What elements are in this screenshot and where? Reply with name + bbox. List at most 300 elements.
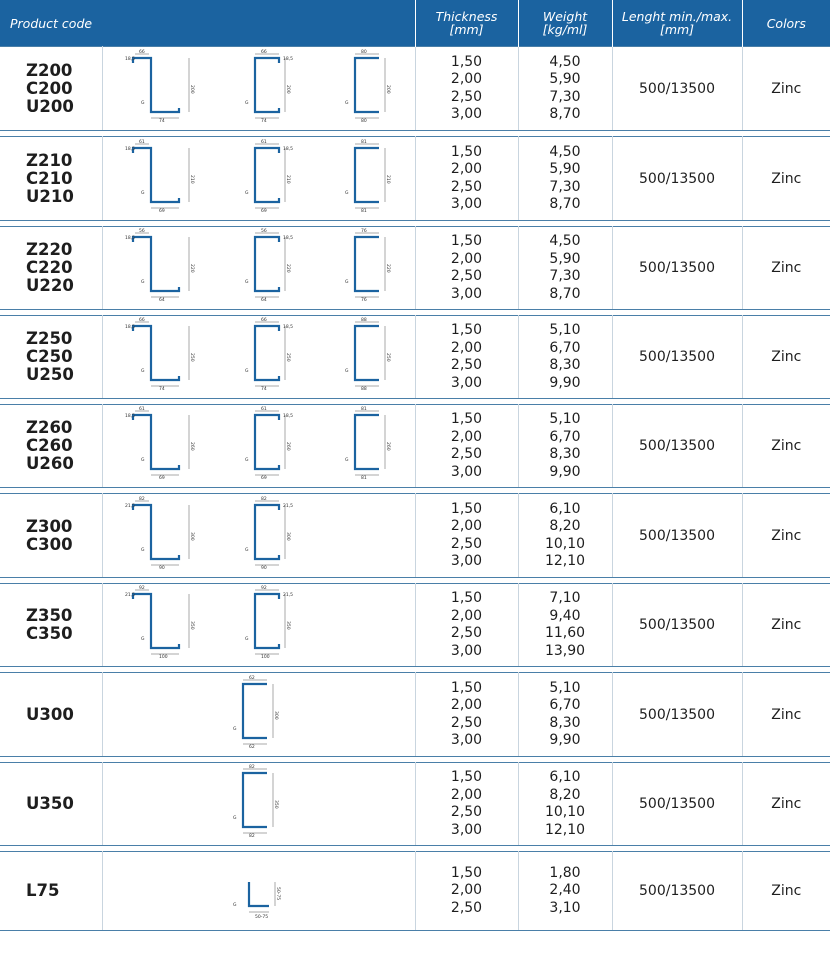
weight-value: 7,30 bbox=[549, 178, 581, 195]
profile-z-drawing bbox=[121, 586, 211, 666]
gravity-label: G bbox=[140, 547, 144, 553]
profile-outline bbox=[355, 148, 379, 202]
color-cell: Zinc bbox=[742, 405, 830, 488]
product-code: C250 bbox=[26, 347, 73, 366]
dim-bottom-label: 100 bbox=[260, 655, 270, 660]
profile-z-drawing bbox=[121, 140, 211, 220]
thickness-value: 1,50 bbox=[450, 500, 483, 517]
weight-value: 5,90 bbox=[549, 71, 581, 87]
gravity-label: G bbox=[232, 816, 236, 821]
table-row bbox=[0, 405, 830, 488]
thickness-value: 2,00 bbox=[450, 71, 483, 87]
weight-value: 6,70 bbox=[549, 697, 581, 713]
color-cell: Zinc bbox=[742, 137, 830, 221]
profile-drawings-cell bbox=[102, 763, 415, 846]
weight-value: 8,30 bbox=[549, 357, 581, 373]
product-code: U260 bbox=[26, 454, 74, 473]
dim-top-label: 92 bbox=[138, 586, 145, 591]
dim-top-label: 62 bbox=[248, 675, 255, 681]
weight-cell bbox=[518, 47, 612, 131]
product-code-cell bbox=[0, 763, 102, 846]
profile-l-drawing bbox=[213, 852, 303, 932]
weight-value: 10,10 bbox=[544, 535, 586, 552]
profile-drawings-cell bbox=[102, 584, 415, 667]
product-code: Z220 bbox=[26, 240, 73, 259]
weight-value: 7,30 bbox=[549, 88, 581, 105]
profile-outline bbox=[133, 58, 179, 112]
dim-height-label: 50-75 bbox=[274, 887, 280, 901]
profile-z-drawing bbox=[121, 497, 211, 577]
profile-outline bbox=[355, 58, 379, 112]
weight-value: 11,60 bbox=[544, 625, 586, 641]
dim-height-label: 250 bbox=[284, 353, 290, 362]
dim-lip-label: 18,5 bbox=[124, 414, 135, 419]
thickness-value: 3,00 bbox=[450, 732, 483, 748]
dim-height-label: 260 bbox=[188, 442, 194, 451]
dim-top-label: 82 bbox=[138, 496, 145, 502]
profile-c-drawing bbox=[225, 229, 315, 309]
profile-outline bbox=[249, 882, 269, 906]
thickness-value: 2,50 bbox=[450, 357, 483, 373]
dim-bottom-label: 81 bbox=[360, 208, 367, 214]
thickness-value: 3,00 bbox=[450, 821, 483, 838]
product-code-cell bbox=[0, 137, 102, 221]
dim-height-label: 200 bbox=[188, 84, 194, 94]
weight-cell bbox=[518, 316, 612, 399]
color-cell: Zinc bbox=[742, 852, 830, 931]
dim-bottom-label: 81 bbox=[360, 476, 367, 481]
dim-lip-label: 18,5 bbox=[124, 236, 135, 241]
length-cell: 500/13500 bbox=[612, 852, 742, 931]
thickness-value: 2,00 bbox=[450, 607, 483, 624]
weight-value: 8,70 bbox=[549, 285, 581, 302]
weight-value: 4,50 bbox=[549, 143, 581, 160]
product-code: U250 bbox=[26, 365, 74, 384]
dim-height-label: 220 bbox=[284, 264, 290, 273]
product-code: Z260 bbox=[26, 418, 73, 437]
thickness-value: 2,50 bbox=[450, 535, 483, 552]
profile-u-drawing bbox=[213, 765, 303, 845]
profile-c-drawing bbox=[225, 140, 315, 220]
gravity-label: G bbox=[140, 100, 144, 106]
thickness-value: 1,50 bbox=[450, 679, 483, 696]
table-row bbox=[0, 137, 830, 221]
profile-drawings-cell bbox=[102, 852, 415, 931]
profile-u-drawing bbox=[325, 50, 415, 130]
profile-outline bbox=[243, 773, 267, 827]
header-weight-unit: [kg/ml] bbox=[542, 22, 588, 37]
weight-cell bbox=[518, 852, 612, 931]
dim-top-label: 66 bbox=[138, 49, 145, 55]
table-row bbox=[0, 316, 830, 399]
dim-height-label: 200 bbox=[384, 84, 390, 94]
length-cell: 500/13500 bbox=[612, 316, 742, 399]
weight-cell bbox=[518, 227, 612, 310]
weight-value: 6,70 bbox=[549, 428, 581, 445]
dim-bottom-label: 74 bbox=[158, 387, 165, 392]
table-body bbox=[0, 47, 830, 931]
weight-cell bbox=[518, 137, 612, 221]
weight-value: 8,30 bbox=[549, 446, 581, 462]
profile-outline bbox=[133, 415, 179, 469]
profile-u-drawing bbox=[325, 318, 415, 398]
dim-lip-label: 18,5 bbox=[282, 414, 293, 419]
thickness-value: 1,50 bbox=[450, 411, 483, 427]
weight-value: 7,10 bbox=[549, 590, 581, 606]
profile-z-drawing bbox=[121, 407, 211, 487]
dim-lip-label: 21,5 bbox=[124, 593, 135, 598]
length-cell: 500/13500 bbox=[612, 227, 742, 310]
profile-z-drawing bbox=[121, 229, 211, 309]
gravity-label: G bbox=[344, 458, 348, 463]
profile-outline bbox=[255, 237, 279, 291]
profile-c-drawing bbox=[225, 50, 315, 130]
dim-top-label: 61 bbox=[260, 407, 267, 412]
profile-drawings bbox=[103, 406, 415, 487]
product-code: Z300 bbox=[26, 516, 73, 536]
product-code-cell bbox=[0, 584, 102, 667]
thickness-value: 2,50 bbox=[450, 178, 483, 195]
dim-bottom-label: 64 bbox=[260, 298, 267, 303]
profile-c-drawing bbox=[225, 407, 315, 487]
profile-drawings bbox=[103, 585, 415, 666]
table-row bbox=[0, 673, 830, 757]
dim-height-label: 300 bbox=[272, 710, 278, 720]
dim-top-label: 56 bbox=[138, 229, 145, 234]
dim-lip-label: 21,5 bbox=[124, 503, 135, 509]
profile-drawings-cell bbox=[102, 47, 415, 131]
thickness-cell bbox=[415, 316, 518, 399]
thickness-cell bbox=[415, 494, 518, 578]
dim-top-label: 56 bbox=[260, 229, 267, 234]
dim-bottom-label: 76 bbox=[360, 298, 367, 303]
gravity-label: G bbox=[344, 190, 348, 196]
weight-value: 3,10 bbox=[549, 899, 581, 916]
profile-outline bbox=[243, 684, 267, 738]
dim-height-label: 210 bbox=[284, 174, 290, 184]
thickness-cell bbox=[415, 763, 518, 846]
thickness-value: 2,00 bbox=[450, 518, 483, 534]
table-header-row bbox=[0, 0, 830, 47]
dim-height-label: 350 bbox=[188, 621, 194, 630]
profile-outline bbox=[355, 237, 379, 291]
profile-drawings-cell bbox=[102, 316, 415, 399]
color-cell: Zinc bbox=[742, 227, 830, 310]
profile-outline bbox=[355, 415, 379, 469]
dim-height-label: 220 bbox=[384, 264, 390, 273]
thickness-value: 1,50 bbox=[450, 322, 483, 338]
length-cell: 500/13500 bbox=[612, 584, 742, 667]
dim-bottom-label: 90 bbox=[260, 565, 267, 571]
dim-top-label: 80 bbox=[360, 49, 367, 55]
dim-top-label: 61 bbox=[138, 407, 145, 412]
weight-cell bbox=[518, 584, 612, 667]
product-code: Z200 bbox=[26, 60, 73, 80]
dim-lip-label: 21,5 bbox=[282, 593, 293, 598]
weight-cell bbox=[518, 763, 612, 846]
length-cell: 500/13500 bbox=[612, 494, 742, 578]
product-code: Z210 bbox=[26, 150, 73, 170]
thickness-value: 1,50 bbox=[450, 233, 483, 249]
thickness-cell bbox=[415, 852, 518, 931]
thickness-value: 3,00 bbox=[450, 106, 483, 122]
product-code: C260 bbox=[26, 436, 73, 455]
header-weight bbox=[518, 0, 612, 47]
dim-top-label: 82 bbox=[260, 496, 267, 502]
thickness-cell bbox=[415, 227, 518, 310]
dim-top-label: 88 bbox=[360, 318, 367, 323]
profile-outline bbox=[255, 326, 279, 380]
profile-outline bbox=[133, 594, 179, 648]
weight-value: 6,10 bbox=[549, 769, 581, 785]
weight-cell bbox=[518, 405, 612, 488]
product-code-cell bbox=[0, 494, 102, 578]
thickness-value: 2,00 bbox=[450, 339, 483, 356]
product-code: U300 bbox=[26, 704, 74, 724]
thickness-value: 2,50 bbox=[450, 804, 483, 820]
gravity-label: G bbox=[140, 369, 144, 374]
dim-height-label: 350 bbox=[284, 621, 290, 630]
header-product-code: Product code bbox=[0, 0, 415, 47]
gravity-label: G bbox=[140, 280, 144, 285]
profile-outline bbox=[255, 505, 279, 559]
header-colors: Colors bbox=[742, 0, 830, 47]
dim-bottom-label: 74 bbox=[260, 387, 267, 392]
thickness-value: 2,00 bbox=[450, 786, 483, 803]
weight-value: 8,20 bbox=[549, 518, 581, 534]
profile-drawings bbox=[103, 764, 415, 845]
gravity-label: G bbox=[244, 280, 248, 285]
dim-lip-label: 18,5 bbox=[282, 146, 293, 152]
dim-height-label: 300 bbox=[284, 531, 290, 541]
header-length-label: Lenght min./max. bbox=[621, 9, 733, 24]
thickness-value: 1,50 bbox=[450, 143, 483, 160]
weight-value: 6,10 bbox=[549, 500, 581, 517]
dim-height-label: 250 bbox=[384, 353, 390, 362]
profile-u-drawing bbox=[325, 140, 415, 220]
length-cell: 500/13500 bbox=[612, 673, 742, 757]
product-code: U350 bbox=[26, 794, 74, 813]
weight-value: 13,90 bbox=[544, 642, 586, 659]
table-row bbox=[0, 227, 830, 310]
weight-value: 10,10 bbox=[544, 804, 586, 820]
weight-value: 9,40 bbox=[549, 607, 581, 624]
weight-value: 2,40 bbox=[549, 882, 581, 899]
dim-bottom-label: 69 bbox=[158, 476, 165, 481]
profile-drawings-cell bbox=[102, 494, 415, 578]
dim-top-label: 66 bbox=[138, 318, 145, 323]
weight-value: 8,30 bbox=[549, 714, 581, 731]
header-thickness-label: Thickness bbox=[435, 9, 498, 24]
dim-bottom-label: 82 bbox=[248, 834, 255, 839]
dim-lip-label: 21,5 bbox=[282, 503, 293, 509]
dim-height-label: 300 bbox=[188, 531, 194, 541]
header-length-unit: [mm] bbox=[659, 22, 695, 37]
weight-value: 8,70 bbox=[549, 196, 581, 212]
profile-z-drawing bbox=[121, 318, 211, 398]
dim-height-label: 260 bbox=[284, 442, 290, 451]
gravity-label: G bbox=[244, 458, 248, 463]
thickness-value: 1,50 bbox=[450, 53, 483, 70]
dim-top-label: 61 bbox=[260, 139, 267, 145]
weight-value: 7,30 bbox=[549, 268, 581, 284]
profile-u-drawing bbox=[213, 676, 303, 756]
dim-lip-label: 18,5 bbox=[124, 146, 135, 152]
dim-height-label: 250 bbox=[188, 353, 194, 362]
table-row bbox=[0, 763, 830, 846]
weight-value: 12,10 bbox=[544, 821, 586, 838]
thickness-value: 1,50 bbox=[450, 864, 483, 881]
product-code-cell bbox=[0, 852, 102, 931]
thickness-cell bbox=[415, 584, 518, 667]
dim-lip-label: 18,5 bbox=[124, 325, 135, 330]
gravity-label: G bbox=[344, 100, 348, 106]
weight-cell bbox=[518, 494, 612, 578]
profile-u-drawing bbox=[325, 229, 415, 309]
color-cell: Zinc bbox=[742, 763, 830, 846]
product-code-cell bbox=[0, 47, 102, 131]
length-cell: 500/13500 bbox=[612, 47, 742, 131]
dim-bottom-label: 69 bbox=[260, 476, 267, 481]
dim-top-label: 92 bbox=[260, 586, 267, 591]
profile-drawings bbox=[103, 48, 415, 130]
weight-value: 9,90 bbox=[549, 732, 581, 748]
product-code-cell bbox=[0, 316, 102, 399]
profile-outline bbox=[255, 415, 279, 469]
table-row bbox=[0, 584, 830, 667]
weight-cell bbox=[518, 673, 612, 757]
thickness-value: 2,00 bbox=[450, 882, 483, 899]
dim-top-label: 61 bbox=[138, 139, 145, 145]
gravity-label: G bbox=[244, 369, 248, 374]
dim-height-label: 260 bbox=[384, 442, 390, 451]
color-cell: Zinc bbox=[742, 494, 830, 578]
thickness-value: 3,00 bbox=[450, 196, 483, 212]
thickness-value: 2,00 bbox=[450, 697, 483, 713]
header-weight-label: Weight bbox=[542, 9, 588, 24]
product-code-cell bbox=[0, 673, 102, 757]
profile-drawings bbox=[103, 317, 415, 398]
gravity-label: G bbox=[232, 903, 236, 908]
weight-value: 9,90 bbox=[549, 463, 581, 480]
gravity-label: G bbox=[232, 726, 236, 732]
product-code-cell bbox=[0, 227, 102, 310]
profile-drawings-cell bbox=[102, 137, 415, 221]
thickness-value: 2,00 bbox=[450, 161, 483, 177]
weight-value: 8,70 bbox=[549, 106, 581, 122]
header-length bbox=[612, 0, 742, 47]
profile-drawings bbox=[103, 138, 415, 220]
profile-z-drawing bbox=[121, 50, 211, 130]
thickness-value: 1,50 bbox=[450, 769, 483, 785]
profile-u-drawing bbox=[325, 407, 415, 487]
profile-outline bbox=[133, 326, 179, 380]
table-row bbox=[0, 852, 830, 931]
gravity-label: G bbox=[344, 369, 348, 374]
dim-height-label: 350 bbox=[272, 800, 278, 809]
weight-value: 12,10 bbox=[544, 553, 586, 569]
thickness-value: 2,00 bbox=[450, 428, 483, 445]
thickness-value: 2,50 bbox=[450, 625, 483, 641]
weight-value: 5,90 bbox=[549, 161, 581, 177]
thickness-value: 3,00 bbox=[450, 374, 483, 391]
dim-bottom-label: 80 bbox=[360, 118, 367, 124]
weight-value: 6,70 bbox=[549, 339, 581, 356]
thickness-cell bbox=[415, 673, 518, 757]
gravity-label: G bbox=[140, 637, 144, 642]
profile-drawings-cell bbox=[102, 405, 415, 488]
thickness-value: 2,50 bbox=[450, 268, 483, 284]
dim-bottom-label: 69 bbox=[158, 208, 165, 214]
profile-drawings bbox=[103, 674, 415, 756]
dim-bottom-label: 64 bbox=[158, 298, 165, 303]
product-code: Z250 bbox=[26, 329, 73, 348]
weight-value: 5,10 bbox=[549, 322, 581, 338]
header-thickness bbox=[415, 0, 518, 47]
dim-height-label: 210 bbox=[384, 174, 390, 184]
color-cell: Zinc bbox=[742, 584, 830, 667]
profile-drawings bbox=[103, 853, 415, 930]
weight-value: 4,50 bbox=[549, 53, 581, 70]
length-cell: 500/13500 bbox=[612, 137, 742, 221]
gravity-label: G bbox=[244, 100, 248, 106]
product-code: U220 bbox=[26, 276, 74, 295]
dim-bottom-label: 69 bbox=[260, 208, 267, 214]
profile-outline bbox=[355, 326, 379, 380]
profile-c-drawing bbox=[225, 497, 315, 577]
weight-value: 8,20 bbox=[549, 786, 581, 803]
dim-lip-label: 18,5 bbox=[282, 236, 293, 241]
dim-lip-label: 18,5 bbox=[124, 56, 135, 62]
length-cell: 500/13500 bbox=[612, 763, 742, 846]
length-cell: 500/13500 bbox=[612, 405, 742, 488]
dim-top-label: 81 bbox=[360, 407, 367, 412]
product-code: C210 bbox=[26, 168, 73, 188]
thickness-value: 3,00 bbox=[450, 463, 483, 480]
dim-bottom-label: 100 bbox=[158, 655, 168, 660]
weight-value: 1,80 bbox=[549, 864, 581, 881]
weight-value: 4,50 bbox=[549, 233, 581, 249]
color-cell: Zinc bbox=[742, 47, 830, 131]
weight-value: 9,90 bbox=[549, 374, 581, 391]
product-code: U210 bbox=[26, 186, 74, 206]
dim-lip-label: 18,5 bbox=[282, 325, 293, 330]
thickness-cell bbox=[415, 405, 518, 488]
dim-bottom-label: 74 bbox=[260, 118, 267, 124]
profile-outline bbox=[133, 148, 179, 202]
profile-drawings bbox=[103, 495, 415, 577]
gravity-label: G bbox=[140, 458, 144, 463]
dim-top-label: 82 bbox=[248, 765, 255, 770]
thickness-value: 2,50 bbox=[450, 714, 483, 731]
dim-bottom-label: 50-75 bbox=[254, 915, 268, 920]
dim-top-label: 66 bbox=[260, 318, 267, 323]
thickness-value: 2,50 bbox=[450, 446, 483, 462]
product-code: C350 bbox=[26, 624, 73, 643]
product-code: U200 bbox=[26, 96, 74, 116]
product-code: Z350 bbox=[26, 606, 73, 625]
thickness-cell bbox=[415, 137, 518, 221]
header-thickness-unit: [mm] bbox=[449, 22, 484, 37]
thickness-value: 3,00 bbox=[450, 553, 483, 569]
color-cell: Zinc bbox=[742, 316, 830, 399]
dim-lip-label: 18,5 bbox=[282, 56, 293, 62]
profile-c-drawing bbox=[225, 586, 315, 666]
thickness-value: 3,00 bbox=[450, 285, 483, 302]
profile-drawings bbox=[103, 228, 415, 309]
product-code-cell bbox=[0, 405, 102, 488]
weight-value: 5,10 bbox=[549, 679, 581, 696]
